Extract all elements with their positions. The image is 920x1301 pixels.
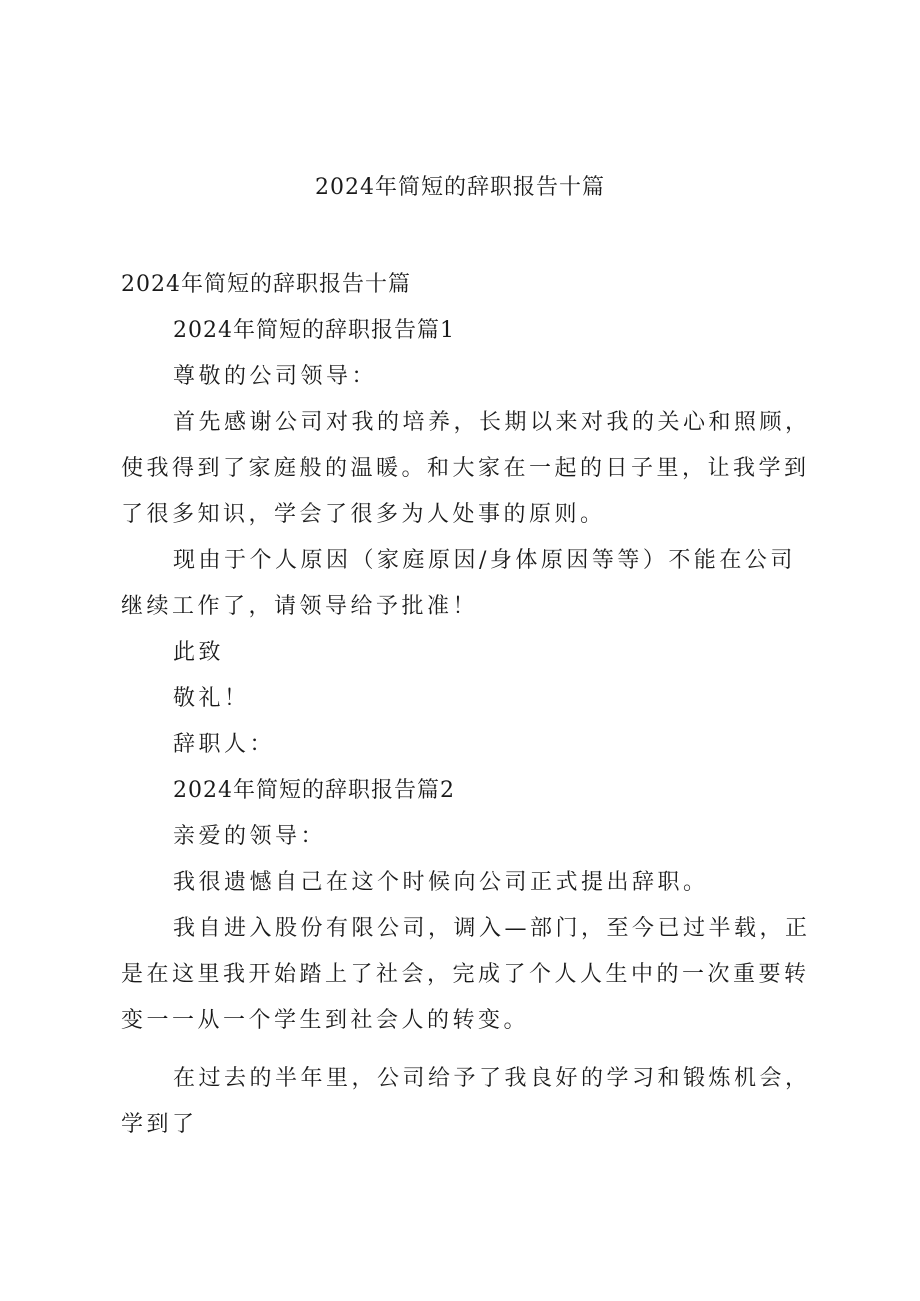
chapter-heading-1: 2024年简短的辞职报告篇1 — [173, 318, 455, 343]
closing-line-1: 此致 — [173, 640, 225, 665]
document-title: 2024年简短的辞职报告十篇 — [315, 175, 605, 200]
paragraph-thanks: 首先感谢公司对我的培养，长期以来对我的关心和照顾，使我得到了家庭般的温暖。和大家在一起的日子里，让我学到了很多知识，学会了很多为人处事的原则。 — [121, 410, 811, 527]
document-body — [121, 262, 818, 1148]
closing-line-2: 敬礼！ — [173, 686, 250, 711]
paragraph-spacer — [121, 1044, 818, 1056]
paragraph-regret: 我很遗憾自己在这个时候向公司正式提出辞职。 — [173, 870, 709, 895]
signature-line: 辞职人： — [173, 732, 276, 757]
paragraph-learning: 在过去的半年里，公司给予了我良好的学习和锻炼机会，学到了 — [121, 1066, 811, 1137]
paragraph-history: 我自进入股份有限公司，调入—部门，至今已过半载，正是在这里我开始踏上了社会，完成了个人人生中的一次重要转变一一从一个学生到社会人的转变。 — [121, 916, 811, 1033]
chapter-heading-2: 2024年简短的辞职报告篇2 — [173, 778, 455, 803]
salutation-1: 尊敬的公司领导： — [173, 364, 378, 389]
paragraph-reason: 现由于个人原因（家庭原因/身体原因等等）不能在公司继续工作了，请领导给予批准！ — [121, 548, 796, 619]
salutation-2: 亲爱的领导： — [173, 824, 327, 849]
section-heading: 2024年简短的辞职报告十篇 — [121, 272, 411, 297]
